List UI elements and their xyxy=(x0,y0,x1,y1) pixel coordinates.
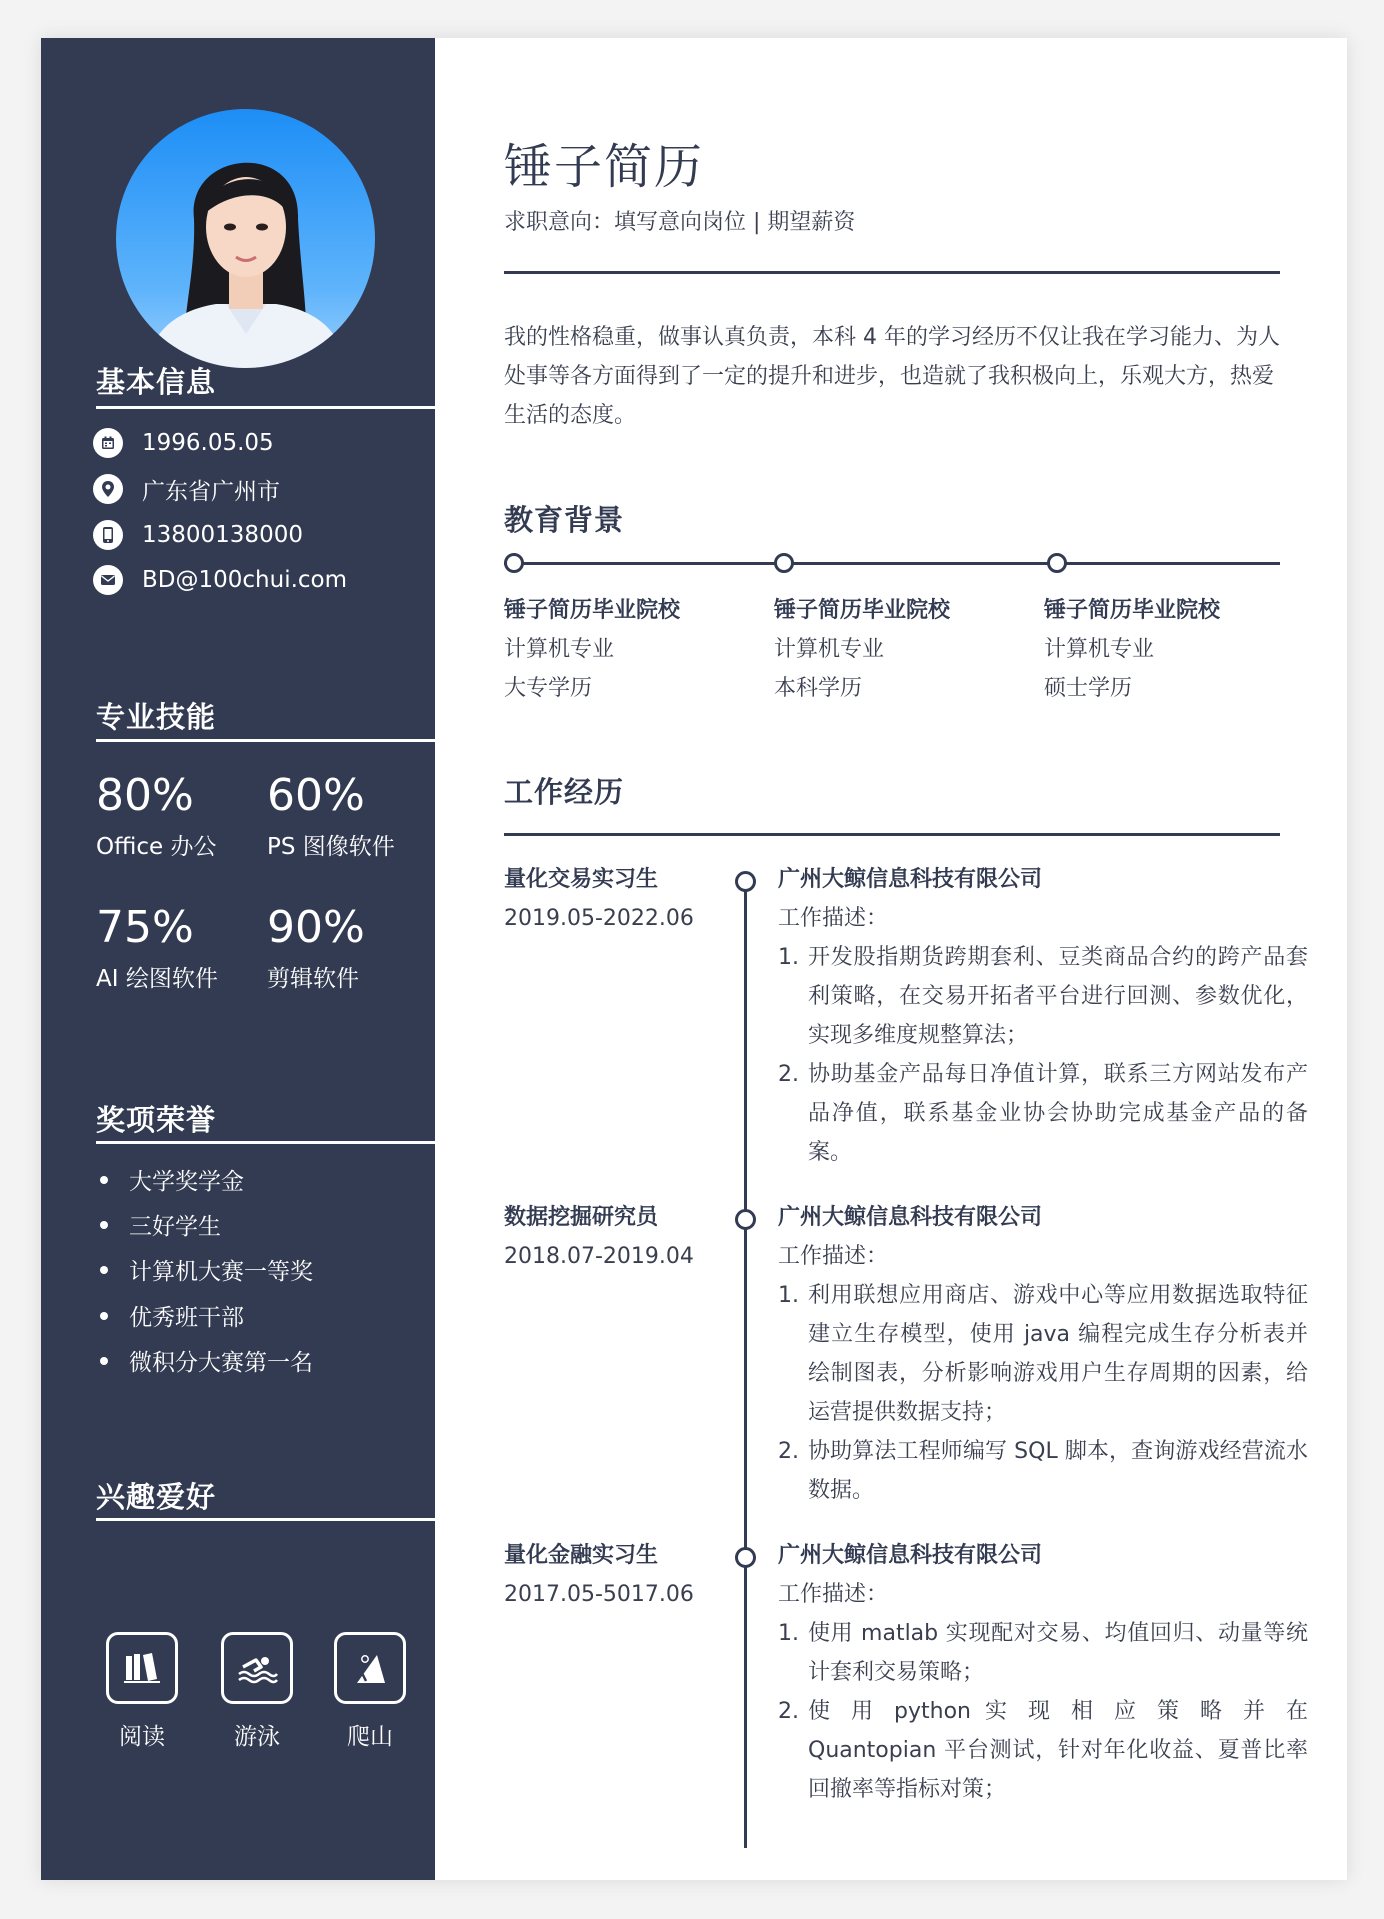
duty-number: 2. xyxy=(778,1439,799,1464)
skill-percent: 60% xyxy=(267,770,365,821)
job-detail xyxy=(778,860,1308,1172)
company-name: 广州大鲸信息科技有限公司 xyxy=(778,1205,1043,1230)
birthdate-row xyxy=(93,426,274,460)
major: 计算机专业 xyxy=(774,637,885,662)
hobby-reading xyxy=(97,1632,187,1751)
description-label: 工作描述： xyxy=(778,1582,889,1607)
award-text: 微积分大赛第一名 xyxy=(129,1350,313,1376)
work-title: 工作经历 xyxy=(504,775,625,809)
education-timeline xyxy=(504,562,1280,565)
school-name: 锤子简历毕业院校 xyxy=(504,598,681,623)
duty-text: 协助基金产品每日净值计算，联系三方网站发布产品净值，联系基金业协会协助完成基金产品的备案。 xyxy=(808,1062,1308,1165)
work-divider xyxy=(504,833,1280,836)
job-duties xyxy=(778,938,1308,1172)
major: 计算机专业 xyxy=(1044,637,1155,662)
location-icon xyxy=(93,474,123,504)
bullet-icon xyxy=(100,1357,108,1365)
skill-name: Office 办公 xyxy=(96,834,217,860)
award-text: 三好学生 xyxy=(129,1214,221,1240)
bullet-icon xyxy=(100,1221,108,1229)
awards-title: 奖项荣誉 xyxy=(96,1103,217,1137)
self-introduction: 我的性格稳重，做事认真负责，本科 4 年的学习经历不仅让我在学习能力、为人处事等各方面得到了一定的提升和进步，也造就了我积极向上，乐观大方，热爱生活的态度。 xyxy=(504,325,1280,428)
swim-icon xyxy=(221,1632,293,1704)
phone-icon xyxy=(93,520,123,550)
awards-divider xyxy=(96,1141,435,1144)
job-summary xyxy=(504,1198,704,1276)
degree: 本科学历 xyxy=(774,676,863,701)
duty-text: 使 用 python 实 现 相 应 策 略 并 在 Quantopian 平台测试，针对年化收益、夏普比率回撤率等指标对策； xyxy=(808,1699,1308,1802)
timeline-node xyxy=(774,553,794,573)
hobby-name: 爬山 xyxy=(347,1724,393,1750)
skill-percent: 80% xyxy=(96,770,194,821)
timeline-node xyxy=(735,871,756,892)
job-role: 量化交易实习生 xyxy=(504,867,659,892)
duty-number: 2. xyxy=(778,1062,799,1087)
education-item xyxy=(1044,591,1304,708)
job-duties xyxy=(778,1614,1308,1809)
mail-icon xyxy=(93,565,123,595)
skill-ps xyxy=(267,772,437,861)
skill-name: PS 图像软件 xyxy=(267,834,395,860)
timeline-node xyxy=(735,1547,756,1568)
job-detail xyxy=(778,1536,1308,1809)
award-item xyxy=(96,1344,313,1377)
skills-title: 专业技能 xyxy=(96,700,217,734)
resume-title: 锤子简历 xyxy=(504,139,705,195)
award-item xyxy=(96,1253,313,1286)
basic-info-title: 基本信息 xyxy=(96,365,217,399)
job-period: 2019.05-2022.06 xyxy=(504,906,694,931)
timeline-node xyxy=(1047,553,1067,573)
phone-row xyxy=(93,518,303,552)
profile-photo xyxy=(116,109,375,368)
skill-name: AI 绘图软件 xyxy=(96,966,218,992)
description-label: 工作描述： xyxy=(778,906,889,931)
award-text: 优秀班干部 xyxy=(129,1305,244,1331)
book-icon xyxy=(106,1632,178,1704)
duty-item xyxy=(778,1692,1308,1809)
job-duties xyxy=(778,1276,1308,1510)
education-title: 教育背景 xyxy=(504,503,625,537)
duty-text: 使用 matlab 实现配对交易、均值回归、动量等统计套利交易策略； xyxy=(808,1621,1308,1685)
degree: 大专学历 xyxy=(504,676,593,701)
job-role: 量化金融实习生 xyxy=(504,1543,659,1568)
email-text: BD@100chui.com xyxy=(142,567,348,593)
duty-number: 1. xyxy=(778,1621,799,1646)
duty-number: 1. xyxy=(778,945,799,970)
skill-office xyxy=(96,772,266,861)
phone-text: 13800138000 xyxy=(142,522,303,548)
degree: 硕士学历 xyxy=(1044,676,1133,701)
company-name: 广州大鲸信息科技有限公司 xyxy=(778,867,1043,892)
email-row xyxy=(93,563,347,597)
duty-text: 开发股指期货跨期套利、豆类商品合约的跨产品套利策略，在交易开拓者平台进行回测、参数优化，实现多维度规整算法； xyxy=(808,945,1308,1048)
location-text: 广东省广州市 xyxy=(142,478,280,505)
climb-icon xyxy=(334,1632,406,1704)
education-item xyxy=(504,591,764,708)
hobby-name: 游泳 xyxy=(234,1724,280,1750)
duty-text: 协助算法工程师编写 SQL 脚本，查询游戏经营流水数据。 xyxy=(808,1439,1308,1503)
skill-ai xyxy=(96,904,266,993)
award-text: 计算机大赛一等奖 xyxy=(129,1259,313,1285)
major: 计算机专业 xyxy=(504,637,615,662)
hobby-climbing xyxy=(325,1632,415,1751)
education-item xyxy=(774,591,1034,708)
timeline-node xyxy=(735,1209,756,1230)
job-role: 数据挖掘研究员 xyxy=(504,1205,659,1230)
skill-percent: 75% xyxy=(96,902,194,953)
skills-divider xyxy=(96,739,435,742)
job-period: 2018.07-2019.04 xyxy=(504,1244,694,1269)
skill-video-editing xyxy=(267,904,437,993)
description-label: 工作描述： xyxy=(778,1244,889,1269)
award-text: 大学奖学金 xyxy=(129,1169,244,1195)
hobbies-title: 兴趣爱好 xyxy=(96,1480,217,1514)
work-timeline xyxy=(744,888,747,1848)
job-period: 2017.05-5017.06 xyxy=(504,1582,694,1607)
location-row xyxy=(93,472,280,506)
hobbies-divider xyxy=(96,1518,435,1521)
job-summary xyxy=(504,1536,704,1614)
hobby-name: 阅读 xyxy=(119,1724,165,1750)
duty-text: 利用联想应用商店、游戏中心等应用数据选取特征建立生存模型，使用 java 编程完成生存分析表并绘制图表，分析影响游戏用户生存周期的因素，给运营提供数据支持； xyxy=(808,1283,1308,1425)
job-detail xyxy=(778,1198,1308,1510)
school-name: 锤子简历毕业院校 xyxy=(774,598,951,623)
timeline-node xyxy=(504,553,524,573)
bullet-icon xyxy=(100,1266,108,1274)
basic-info-divider xyxy=(96,406,435,409)
award-item xyxy=(96,1299,244,1332)
job-objective: 求职意向：填写意向岗位 | 期望薪资 xyxy=(504,210,856,235)
duty-number: 2. xyxy=(778,1699,799,1724)
calendar-icon xyxy=(93,428,123,458)
bullet-icon xyxy=(100,1176,108,1184)
bullet-icon xyxy=(100,1312,108,1320)
duty-item xyxy=(778,1614,1308,1692)
award-item xyxy=(96,1208,221,1241)
school-name: 锤子简历毕业院校 xyxy=(1044,598,1221,623)
award-item xyxy=(96,1163,244,1196)
skill-name: 剪辑软件 xyxy=(267,966,359,992)
duty-item xyxy=(778,1276,1308,1432)
job-summary xyxy=(504,860,704,938)
duty-item xyxy=(778,1432,1308,1510)
birthdate-text: 1996.05.05 xyxy=(142,430,274,456)
duty-item xyxy=(778,938,1308,1055)
sidebar xyxy=(41,38,435,1880)
hobby-swimming xyxy=(212,1632,302,1751)
duty-item xyxy=(778,1055,1308,1172)
skill-percent: 90% xyxy=(267,902,365,953)
duty-number: 1. xyxy=(778,1283,799,1308)
company-name: 广州大鲸信息科技有限公司 xyxy=(778,1543,1043,1568)
resume-page xyxy=(41,38,1347,1880)
header-divider xyxy=(504,271,1280,274)
